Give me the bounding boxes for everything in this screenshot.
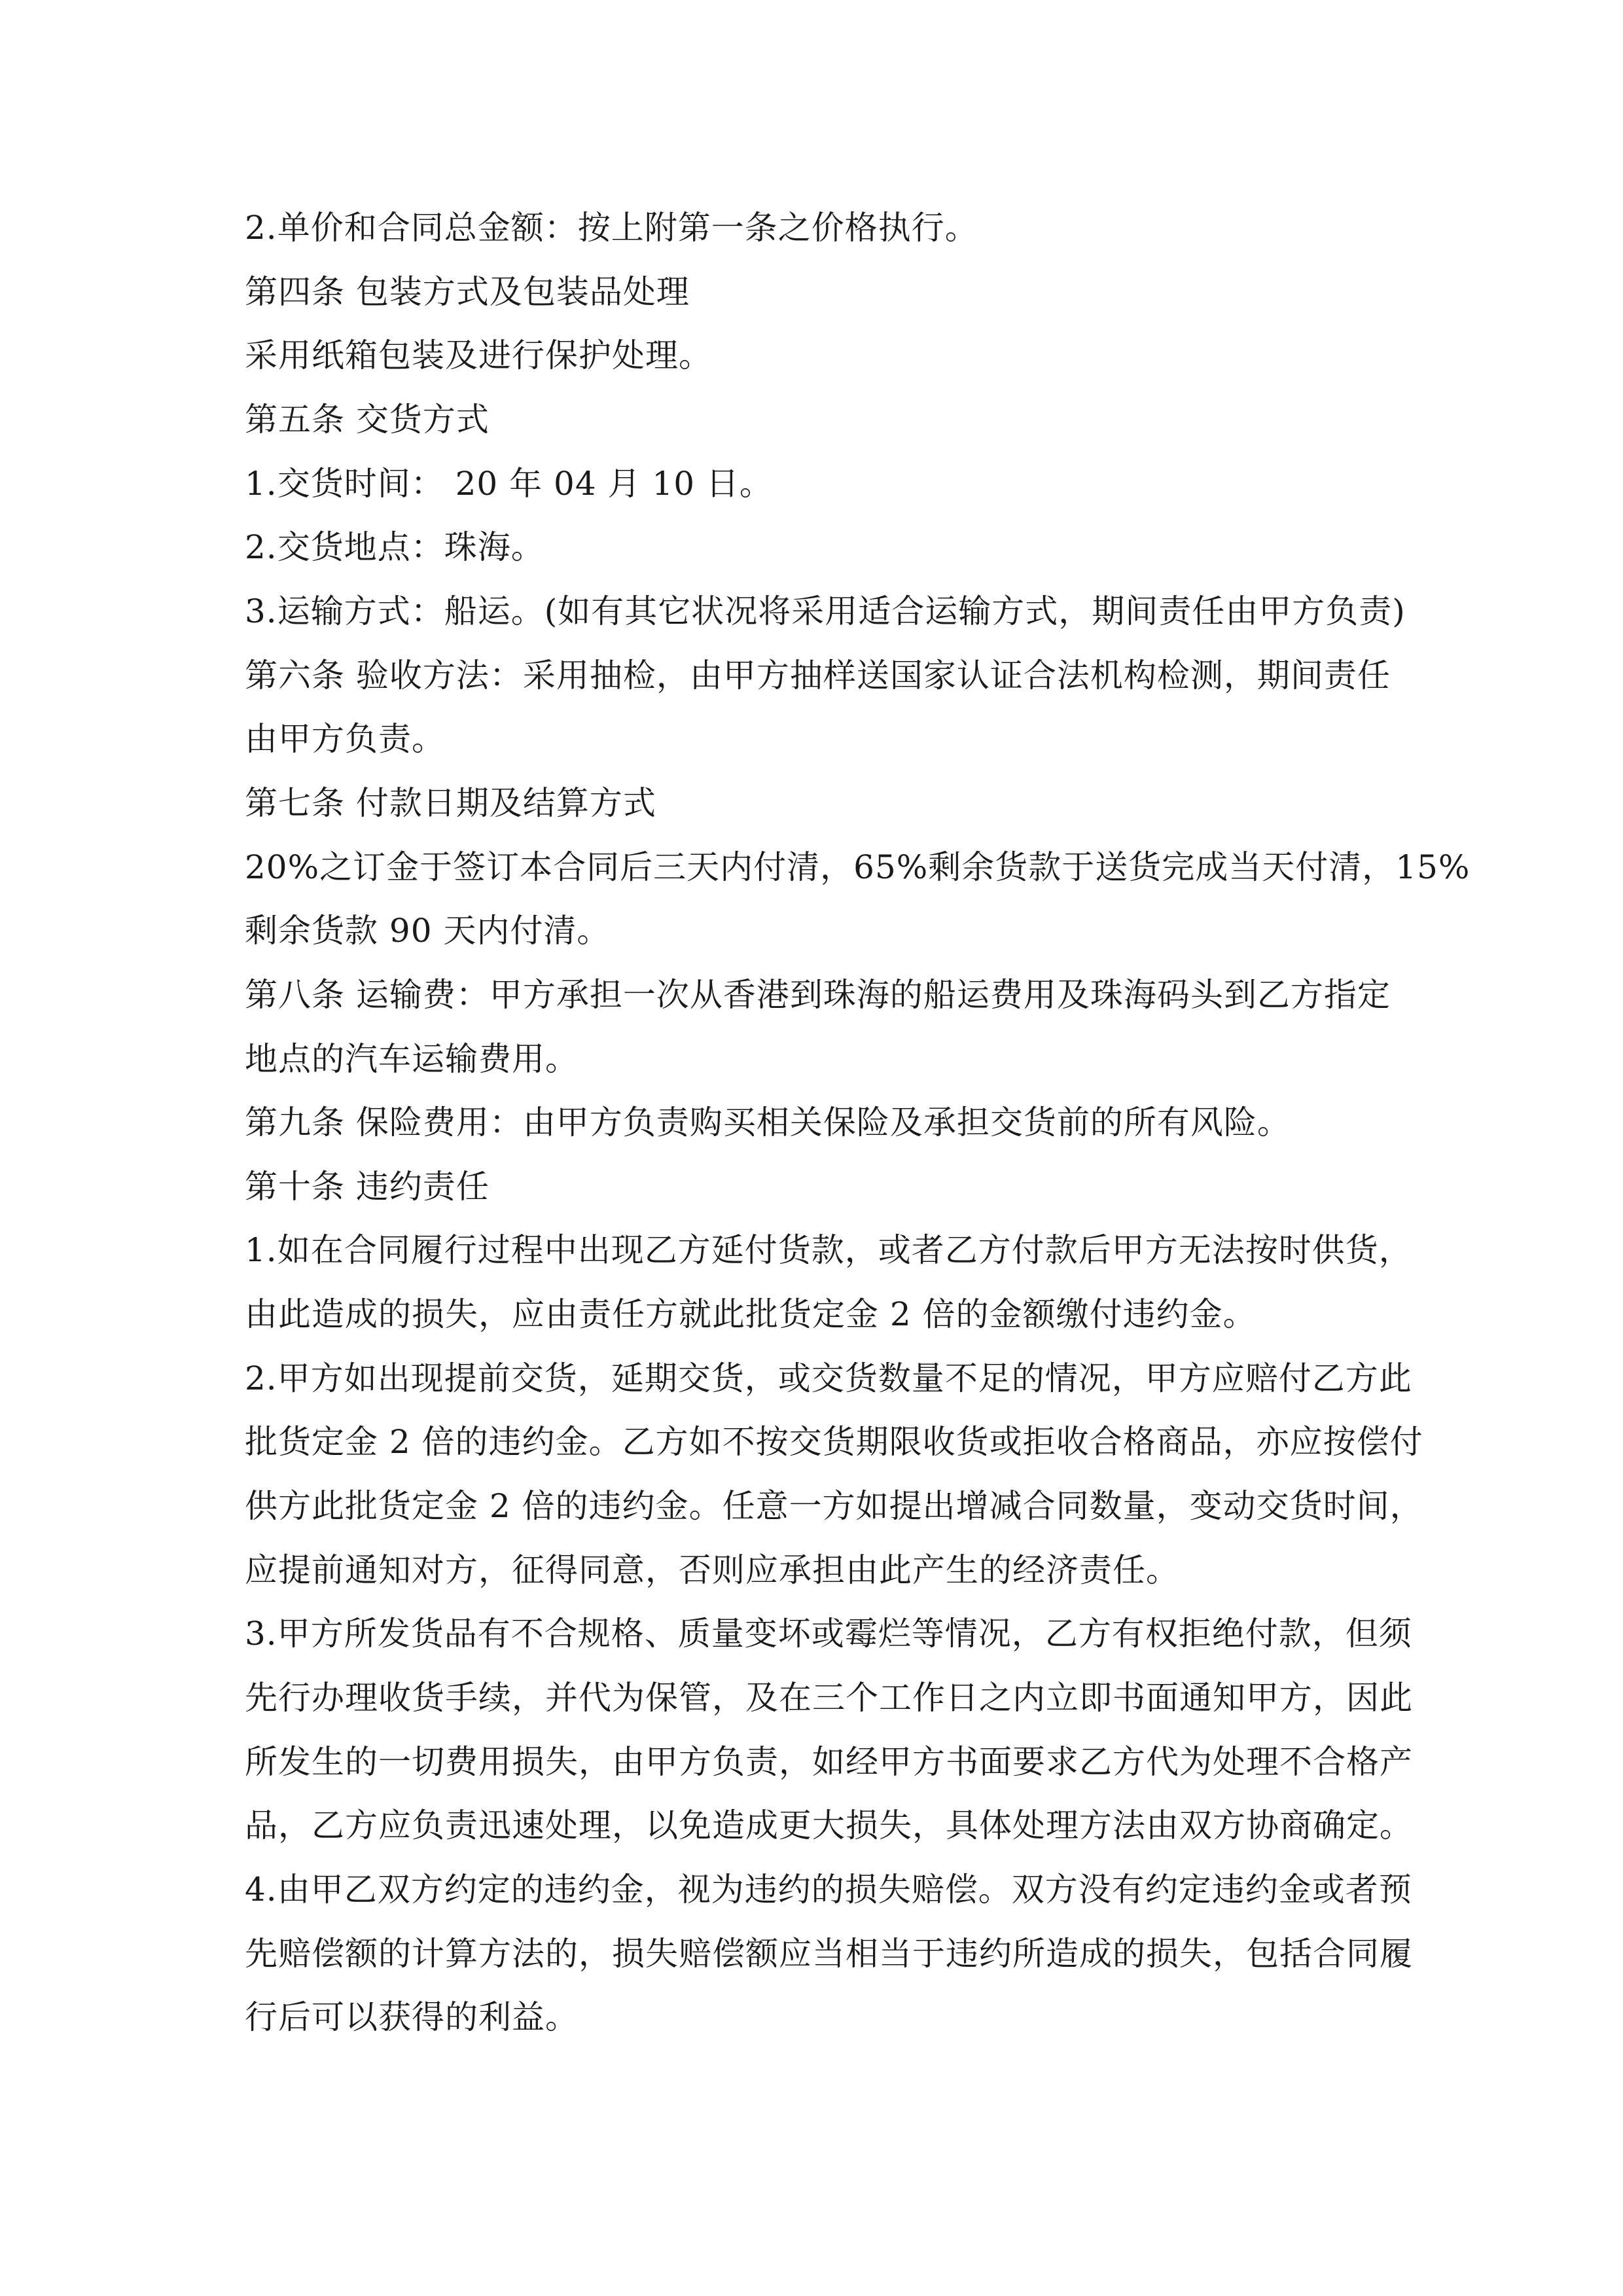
heading-article-10: 第十条 违约责任 [245, 1168, 490, 1206]
heading-article-5: 第五条 交货方式 [245, 401, 490, 439]
text-line: 行后可以获得的利益。 [245, 1998, 579, 2036]
text-line-breach-3: 3.甲方所发货品有不合规格、质量变坏或霉烂等情况，乙方有权拒绝付款，但须 [245, 1615, 1412, 1653]
text-line-delivery-time: 1.交货时间： 20 年 04 月 10 日。 [245, 465, 773, 503]
text-line: 先赔偿额的计算方法的，损失赔偿额应当相当于违约所造成的损失，包括合同履 [245, 1935, 1413, 1973]
text-line: 品，乙方应负责迅速处理，以免造成更大损失，具体处理方法由双方协商确定。 [245, 1806, 1413, 1844]
text-line: 剩余货款 90 天内付清。 [245, 912, 611, 950]
text-line-packaging: 采用纸箱包装及进行保护处理。 [245, 336, 712, 374]
text-line: 所发生的一切费用损失，由甲方负责，如经甲方书面要求乙方代为处理不合格产 [245, 1743, 1413, 1781]
text-line-breach-1: 1.如在合同履行过程中出现乙方延付货款，或者乙方付款后甲方无法按时供货， [245, 1231, 1412, 1269]
text-line-delivery-place: 2.交货地点：珠海。 [245, 528, 544, 566]
heading-article-8: 第八条 运输费：甲方承担一次从香港到珠海的船运费用及珠海码头到乙方指定 [245, 976, 1391, 1014]
text-line: 供方此批货定金 2 倍的违约金。任意一方如提出增减合同数量，变动交货时间， [245, 1487, 1423, 1525]
text-line-unit-price: 2.单价和合同总金额：按上附第一条之价格执行。 [245, 209, 978, 247]
text-line: 批货定金 2 倍的违约金。乙方如不按交货期限收货或拒收合格商品，亦应按偿付 [245, 1423, 1423, 1461]
text-line-payment-terms: 20%之订金于签订本合同后三天内付清，65%剩余货款于送货完成当天付清，15% [245, 848, 1471, 886]
heading-article-9: 第九条 保险费用：由甲方负责购买相关保险及承担交货前的所有风险。 [245, 1103, 1291, 1141]
text-line: 应提前通知对方，征得同意，否则应承担由此产生的经济责任。 [245, 1551, 1179, 1589]
heading-article-6: 第六条 验收方法：采用抽检，由甲方抽样送国家认证合法机构检测，期间责任 [245, 656, 1391, 694]
text-line: 由此造成的损失，应由责任方就此批货定金 2 倍的金额缴付违约金。 [245, 1295, 1257, 1333]
text-line-breach-4: 4.由甲乙双方约定的违约金，视为违约的损失赔偿。双方没有约定违约金或者预 [245, 1871, 1412, 1909]
text-line: 地点的汽车运输费用。 [245, 1040, 579, 1078]
text-line: 由甲方负责。 [245, 720, 445, 758]
heading-article-7: 第七条 付款日期及结算方式 [245, 784, 656, 822]
text-line-transport-method: 3.运输方式：船运。(如有其它状况将采用适合运输方式，期间责任由甲方负责) [245, 592, 1406, 630]
heading-article-4: 第四条 包装方式及包装品处理 [245, 273, 690, 311]
text-line-breach-2: 2.甲方如出现提前交货，延期交货，或交货数量不足的情况，甲方应赔付乙方此 [245, 1359, 1412, 1397]
text-line: 先行办理收货手续，并代为保管，及在三个工作日之内立即书面通知甲方，因此 [245, 1679, 1413, 1717]
